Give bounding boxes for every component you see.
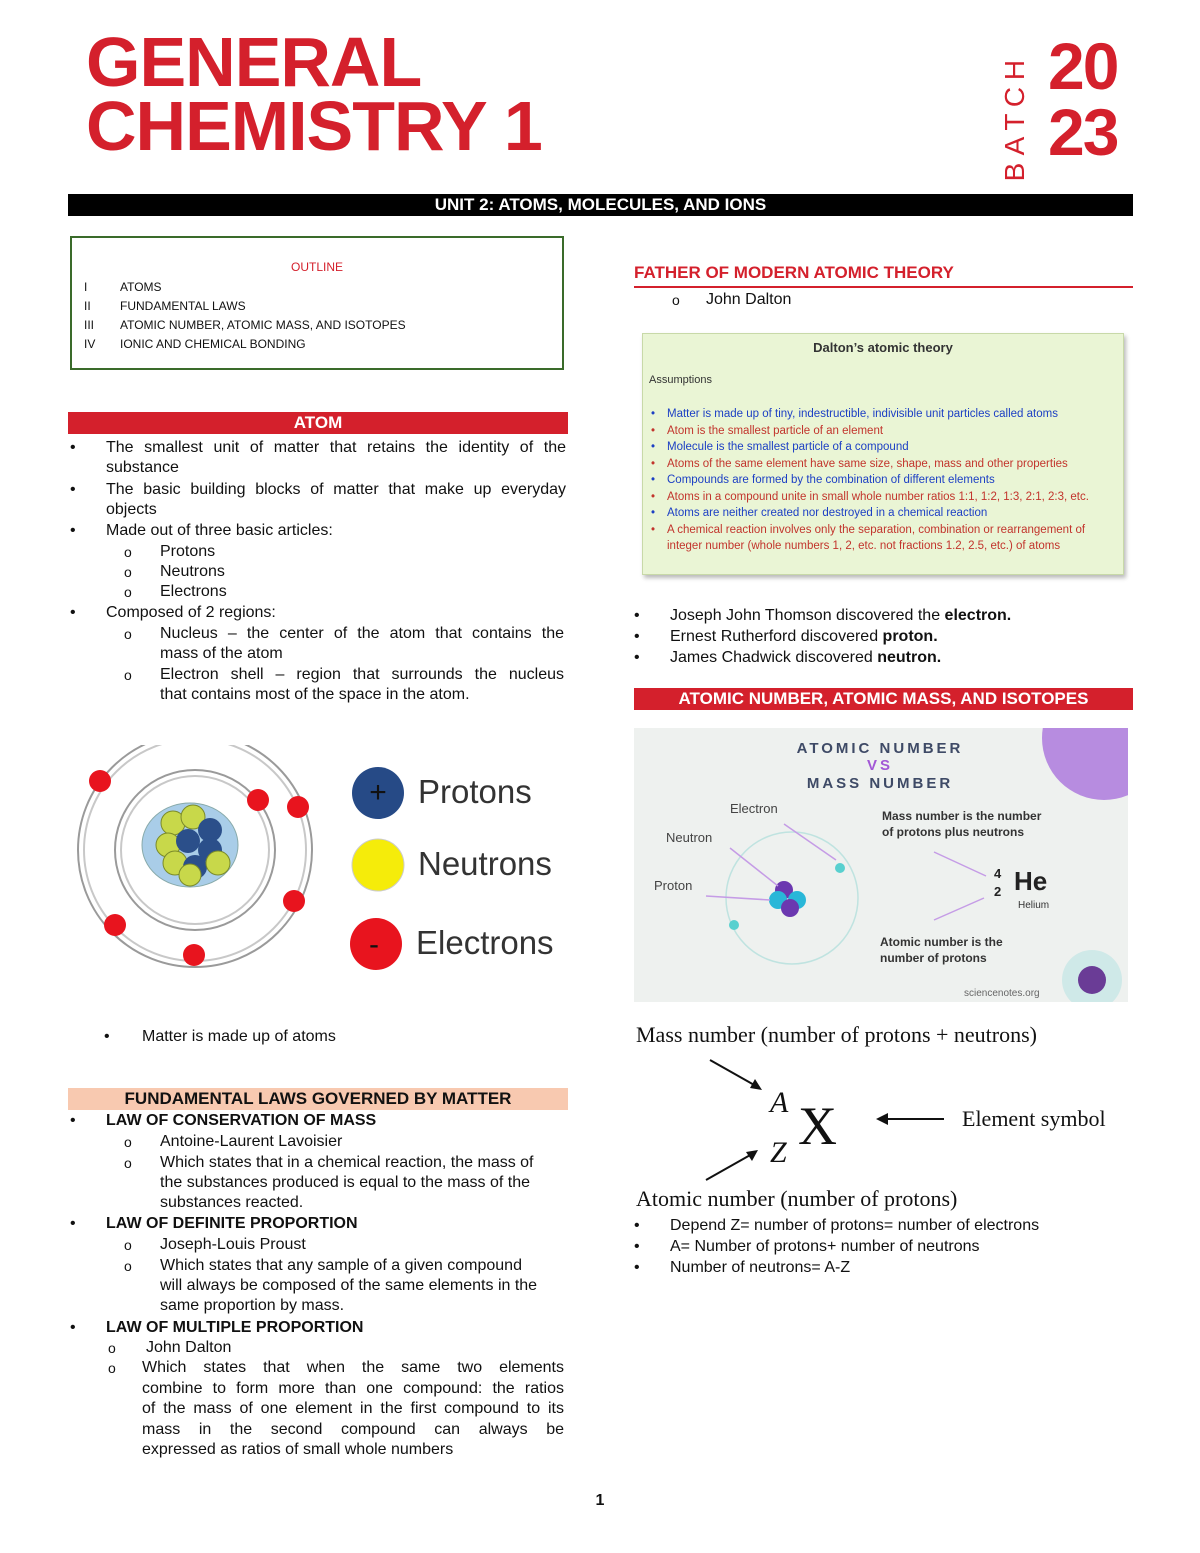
particle-neutrons: Neutrons	[160, 563, 225, 580]
img-title-2: VS	[866, 757, 894, 774]
symbol-z: Z	[770, 1136, 787, 1169]
atomic-bullet-1: Depend Z= number of protons= number of electrons	[670, 1217, 1040, 1234]
dalton-item: • Atoms are neither created nor destroyed in a chemical reaction	[649, 505, 1119, 522]
bullet-icon: •	[634, 1259, 640, 1276]
laws-heading: FUNDAMENTAL LAWS GOVERNED BY MATTER	[68, 1088, 568, 1110]
batch-letter: T	[999, 113, 1030, 131]
batch-letter: A	[999, 136, 1030, 156]
sub-bullet-icon: o	[124, 1134, 132, 1150]
law-1-desc-1: Which states that in a chemical reaction, the mass of	[160, 1154, 534, 1171]
batch-letter: H	[999, 59, 1030, 81]
img-title-3: MASS NUMBER	[806, 775, 954, 792]
bullet-icon: •	[70, 481, 76, 498]
legend-protons: Protons	[418, 773, 532, 810]
particle-protons: Protons	[160, 543, 216, 560]
bullet-icon: •	[70, 439, 76, 456]
law-2-desc-1: Which states that any sample of a given compound	[160, 1257, 522, 1274]
atom-bullet-4: Composed of 2 regions:	[106, 604, 276, 621]
law-3-desc-3: of the mass of one element in the first compound to its	[142, 1400, 564, 1417]
mass-number-label: Mass number (number of protons + neutrons)	[636, 1022, 1038, 1047]
region-shell-cont: that contains most of the space in the atom.	[160, 686, 470, 703]
father-name: John Dalton	[706, 291, 792, 308]
atom-bullet-2: The basic building blocks of matter that make up everyday	[106, 481, 566, 498]
particle-electrons: Electrons	[160, 583, 227, 600]
nuclide-notation-diagram	[632, 1016, 1132, 1216]
minus-icon: -	[369, 928, 379, 961]
dalton-item: • Molecule is the smallest particle of a compound	[649, 439, 1119, 456]
mass-desc-1: Mass number is the number	[882, 809, 1042, 823]
unit-title-bar: UNIT 2: ATOMS, MOLECULES, AND IONS	[68, 194, 1133, 216]
law-3-desc-2: combine to form more than one compound: the ratios	[142, 1380, 564, 1397]
dalton-list	[649, 406, 1119, 555]
mass-desc-2: of protons plus neutrons	[882, 825, 1024, 839]
sub-bullet-icon: o	[124, 584, 132, 600]
law-2-desc-3: same proportion by mass.	[160, 1297, 345, 1314]
law-2-author: Joseph-Louis Proust	[160, 1236, 306, 1253]
law-1-desc-2: the substances produced is equal to the mass of the	[160, 1174, 531, 1191]
law-3-desc-1: Which states that when the same two elements	[142, 1359, 564, 1376]
plus-icon: +	[369, 776, 387, 809]
law-3-author: John Dalton	[146, 1339, 232, 1356]
helium-nucleus	[769, 881, 806, 917]
law-1-desc-3: substances reacted.	[160, 1194, 304, 1211]
dalton-theory-box	[642, 333, 1124, 575]
he-symbol: He	[1014, 866, 1048, 896]
atomic-number-label: Atomic number (number of protons)	[636, 1186, 958, 1211]
atom-heading: ATOM	[68, 412, 568, 434]
sub-bullet-icon: o	[124, 1237, 132, 1253]
sub-bullet-icon: o	[108, 1340, 116, 1356]
dalton-item: • Compounds are formed by the combination of different elements	[649, 472, 1119, 489]
dalton-subtitle: Assumptions	[649, 374, 712, 386]
atomic-vs-mass-image	[634, 728, 1128, 1002]
legend-neutrons: Neutrons	[418, 845, 552, 882]
symbol-x: X	[798, 1096, 837, 1156]
region-nucleus-cont: mass of the atom	[160, 645, 283, 662]
sub-bullet-icon: o	[124, 667, 132, 683]
dalton-item: • Matter is made up of tiny, indestructible, indivisible unit particles called atoms	[649, 406, 1119, 423]
atomic-desc-1: Atomic number is the	[880, 935, 1003, 949]
bullet-icon: •	[104, 1028, 110, 1045]
page-number: 1	[595, 1492, 605, 1509]
bullet-icon: •	[634, 1238, 640, 1255]
neutron-legend-icon	[352, 839, 404, 891]
he-atomic-number: 2	[994, 884, 1002, 899]
atom-bullet-2b: objects	[106, 501, 157, 518]
sub-bullet-icon: o	[124, 564, 132, 580]
bullet-icon: •	[70, 604, 76, 621]
outline-box	[70, 236, 564, 370]
sub-bullet-icon: o	[124, 544, 132, 560]
img-title-1: ATOMIC NUMBER	[796, 740, 964, 757]
dalton-item: • A chemical reaction involves only the separation, combination or rearrangement of integer number (whole numbers 1, 2, etc. not fractions 1.2, 2.5, etc.) of atoms	[649, 522, 1119, 555]
sub-bullet-icon: o	[108, 1360, 116, 1376]
arrow-icon	[876, 1113, 888, 1125]
discovery-rutherford: Ernest Rutherford discovered proton.	[670, 628, 938, 645]
sub-bullet-icon: o	[124, 1155, 132, 1171]
batch-letter: C	[999, 86, 1030, 108]
he-mass-number: 4	[994, 866, 1002, 881]
discovery-thomson: Joseph John Thomson discovered the electron.	[670, 607, 1012, 624]
year-top: 20	[1048, 29, 1118, 103]
outline-title: OUTLINE	[290, 260, 343, 274]
outline-item: II FUNDAMENTAL LAWS	[84, 299, 246, 313]
dalton-title: Dalton’s atomic theory	[813, 340, 953, 355]
atom-diagram	[70, 745, 570, 985]
dalton-item: • Atom is the smallest particle of an element	[649, 423, 1119, 440]
document-title	[86, 23, 542, 165]
law-3-title: LAW OF MULTIPLE PROPORTION	[106, 1319, 364, 1336]
batch-letter: B	[999, 162, 1030, 182]
flask-icon	[1078, 966, 1106, 994]
atom-bullet-1b: substance	[106, 459, 179, 476]
bullet-icon: •	[634, 649, 640, 666]
sub-bullet-icon: o	[124, 626, 132, 642]
bullet-icon: •	[634, 1217, 640, 1234]
element-symbol-label: Element symbol	[962, 1106, 1106, 1131]
law-3-desc-4: mass in the second compound can always be	[142, 1421, 564, 1438]
atom-bullet-1: The smallest unit of matter that retains the identity of the	[106, 439, 566, 456]
bullet-icon: •	[70, 1112, 76, 1129]
bullet-icon: •	[634, 607, 640, 624]
image-source: sciencenotes.org	[964, 988, 1040, 999]
law-3-desc-5: expressed as ratios of small whole numbers	[142, 1441, 454, 1458]
title-line1: GENERAL	[86, 23, 422, 101]
region-shell: Electron shell – region that surrounds the nucleus	[160, 666, 564, 683]
atomic-bullet-2: A= Number of protons+ number of neutrons	[670, 1238, 980, 1255]
atom-bullet-3: Made out of three basic articles:	[106, 522, 333, 539]
law-1-title: LAW OF CONSERVATION OF MASS	[106, 1112, 377, 1129]
dalton-item: • Atoms of the same element have same size, shape, mass and other properties	[649, 456, 1119, 473]
sub-bullet-icon: o	[124, 1258, 132, 1274]
atom-note: Matter is made up of atoms	[142, 1028, 336, 1045]
law-2-title: LAW OF DEFINITE PROPORTION	[106, 1215, 358, 1232]
region-nucleus: Nucleus – the center of the atom that contains the	[160, 625, 564, 642]
bullet-icon: •	[70, 522, 76, 539]
outline-item: III ATOMIC NUMBER, ATOMIC MASS, AND ISOTOPES	[84, 318, 406, 332]
batch-label	[999, 30, 1030, 182]
legend-electrons: Electrons	[416, 924, 554, 961]
atomic-heading: ATOMIC NUMBER, ATOMIC MASS, AND ISOTOPES	[634, 688, 1133, 710]
dalton-item: • Atoms in a compound unite in small whole number ratios 1:1, 1:2, 1:3, 2:1, 2:3, etc.	[649, 489, 1119, 506]
title-line2: CHEMISTRY 1	[86, 87, 542, 165]
label-neutron: Neutron	[666, 830, 713, 845]
discovery-chadwick: James Chadwick discovered neutron.	[670, 649, 942, 666]
outline-item: I ATOMS	[84, 280, 162, 294]
bullet-icon: •	[634, 628, 640, 645]
law-1-author: Antoine-Laurent Lavoisier	[160, 1133, 343, 1150]
atomic-desc-2: number of protons	[880, 951, 987, 965]
law-2-desc-2: will always be composed of the same elements in the	[160, 1277, 538, 1294]
sub-bullet-icon: o	[672, 292, 680, 308]
outline-item: IV IONIC AND CHEMICAL BONDING	[84, 337, 306, 351]
he-name: Helium	[1018, 900, 1050, 911]
bullet-icon: •	[70, 1319, 76, 1336]
label-electron: Electron	[730, 801, 778, 816]
father-heading: FATHER OF MODERN ATOMIC THEORY	[634, 262, 1133, 288]
atomic-bullet-3: Number of neutrons= A-Z	[670, 1259, 851, 1276]
bullet-icon: •	[70, 1215, 76, 1232]
year-bottom: 23	[1048, 95, 1118, 169]
label-proton: Proton	[654, 878, 693, 893]
symbol-a: A	[770, 1086, 789, 1119]
